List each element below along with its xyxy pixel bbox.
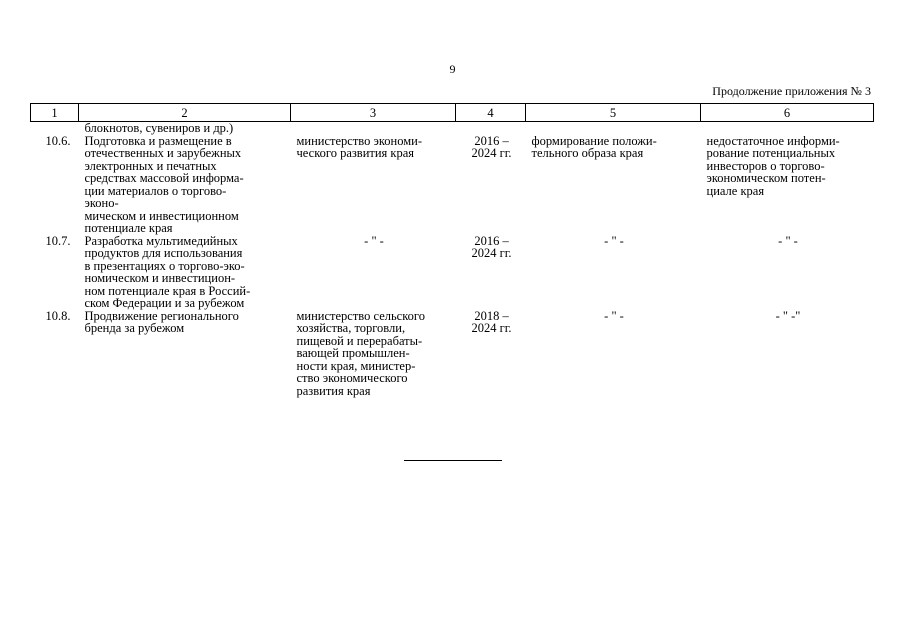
- row-number: 10.7.: [45, 233, 71, 248]
- measure-name: Продвижение регионального бренда за рубежом: [84, 308, 239, 335]
- column-header-6: 6: [701, 104, 874, 122]
- continuation-text: блокнотов, сувениров и др.): [84, 121, 234, 135]
- measure-name: Разработка мультимедийных продуктов для использования в презентациях о торгово-эко- номическом и инвестицион- ном потенциале края в Россий- ском Федерации и за рубежом: [84, 233, 251, 310]
- period: 2016 – 2024 гг.: [471, 133, 512, 160]
- column-header-3: 3: [291, 104, 456, 122]
- table-row: [31, 235, 874, 310]
- executor: министерство экономи- ческого развития края: [296, 133, 423, 160]
- expected-result: - " -: [604, 233, 624, 248]
- continuation-label: Продолжение приложения № 3: [712, 84, 871, 98]
- page-number: 9: [449, 62, 456, 76]
- measures-table: [30, 103, 874, 397]
- executor: министерство сельского хозяйства, торговли, пищевой и перерабаты- вающей промышлен- ности края, министер- ство экономического развития края: [296, 308, 425, 398]
- expected-result: формирование положи- тельного образа края: [531, 133, 657, 160]
- row-number: 10.6.: [45, 133, 71, 148]
- table-row: [31, 310, 874, 398]
- executor: - " -: [364, 233, 384, 248]
- consequence: - " -: [778, 233, 798, 248]
- table-header-row: [31, 104, 874, 122]
- column-header-2: 2: [79, 104, 291, 122]
- measure-name: Подготовка и размещение в отечественных и зарубежных электронных и печатных средствах массовой информа- ции материалов о торгово- эконо- мическом и инвестиционном потенциале края: [84, 133, 244, 235]
- consequence: недостаточное информи- рование потенциальных инвесторов о торгово- экономическом потен- циале края: [706, 133, 840, 198]
- column-header-4: 4: [456, 104, 526, 122]
- table-row-continuation: [31, 122, 874, 135]
- column-header-5: 5: [526, 104, 701, 122]
- table-row: [31, 135, 874, 235]
- consequence: - " -": [775, 308, 801, 323]
- period: 2018 – 2024 гг.: [471, 308, 512, 335]
- row-number: 10.8.: [45, 308, 71, 323]
- end-rule: [404, 460, 502, 461]
- expected-result: - " -: [604, 308, 624, 323]
- column-header-1: 1: [31, 104, 79, 122]
- period: 2016 – 2024 гг.: [471, 233, 512, 260]
